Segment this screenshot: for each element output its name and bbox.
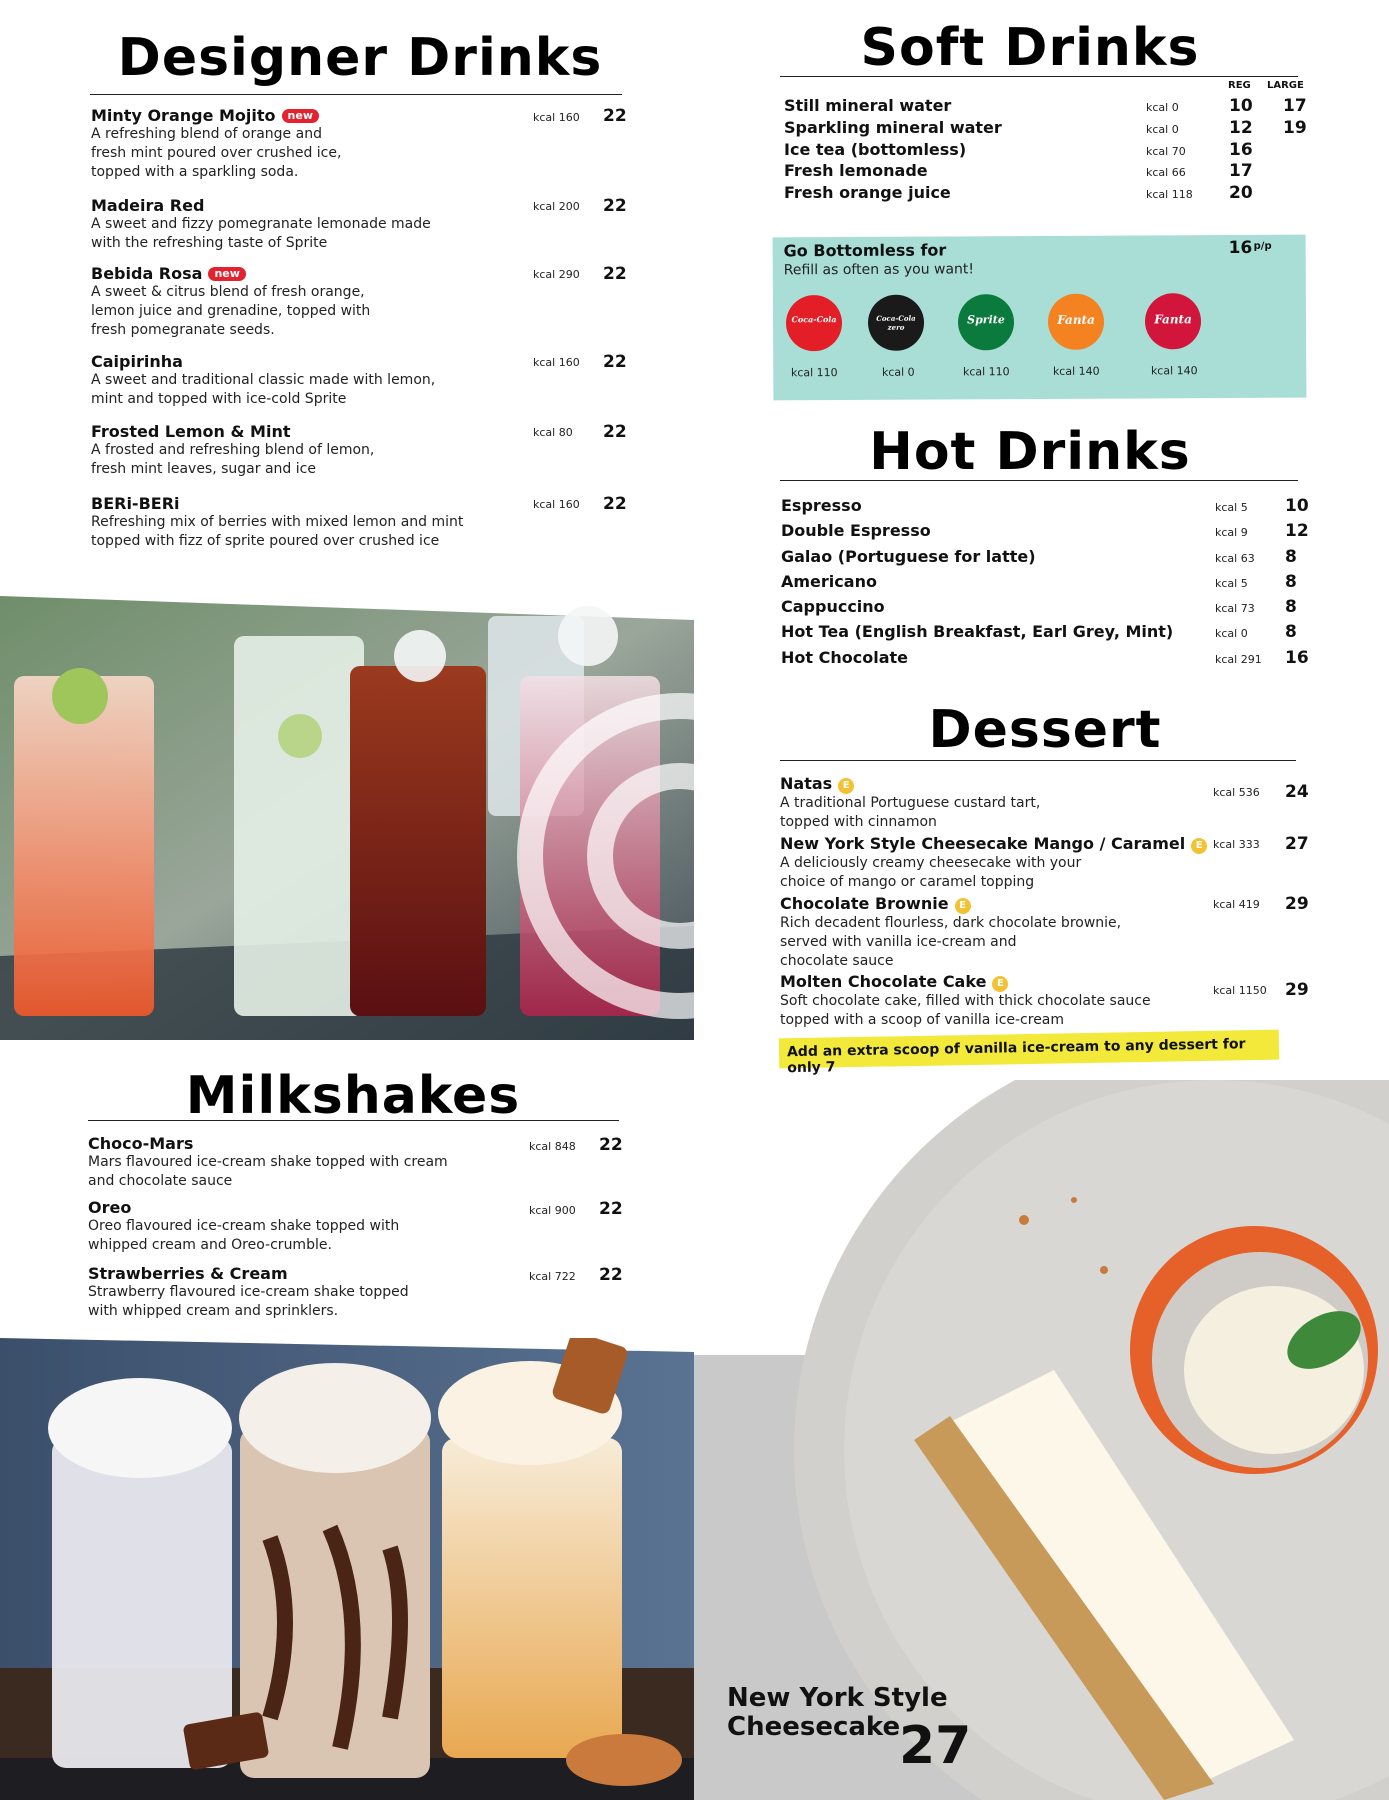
item-kcal: kcal 0 (1215, 627, 1248, 640)
item-name: Chocolate Brownie (780, 894, 949, 913)
price-reg: 20 (1229, 183, 1253, 203)
item-name: Hot Tea (English Breakfast, Earl Grey, Mint) (781, 622, 1174, 641)
item-name: Cappuccino (781, 597, 885, 616)
item-price: 22 (603, 422, 627, 442)
item-kcal: kcal 70 (1146, 145, 1186, 158)
item-price: 8 (1285, 622, 1297, 642)
price-reg: 17 (1229, 161, 1253, 181)
item-kcal: kcal 1150 (1213, 984, 1267, 997)
soft-drinks-list (784, 96, 1314, 206)
item-kcal: kcal 848 (529, 1140, 576, 1153)
item-name: Caipirinha (91, 352, 183, 371)
can-kcal: kcal 140 (1052, 364, 1100, 378)
item-kcal: kcal 200 (533, 200, 580, 213)
item-description: Oreo flavoured ice-cream shake topped with whipped cream and Oreo-crumble. (88, 1218, 400, 1253)
item-kcal: kcal 0 (1146, 101, 1179, 114)
item-price: 29 (1285, 894, 1309, 914)
list-item (91, 264, 631, 340)
item-kcal: kcal 160 (533, 498, 580, 511)
item-name: Madeira Red (91, 196, 205, 215)
item-price: 16 (1285, 648, 1309, 668)
hot-drinks-list (781, 496, 1311, 676)
item-name: BERi-BERi (91, 494, 180, 513)
item-description: A traditional Portuguese custard tart, topped with cinnamon (780, 795, 1041, 830)
price-large: 19 (1283, 118, 1307, 138)
item-price: 22 (603, 196, 627, 216)
item-price: 22 (603, 106, 627, 126)
list-item (91, 494, 631, 551)
fanta-red-can-icon: Fanta (1145, 293, 1201, 349)
item-name: Molten Chocolate Cake (780, 972, 987, 991)
fanta-orange-can-icon: Fanta (1048, 294, 1104, 350)
item-price: 22 (603, 352, 627, 372)
bottomless-subtitle: Refill as often as you want! (783, 261, 975, 279)
column-header-reg: REG (1228, 80, 1251, 91)
designer-drinks-list (91, 106, 631, 556)
can-kcal: kcal 140 (1150, 364, 1198, 378)
can-kcal: kcal 110 (962, 365, 1010, 379)
list-item (91, 106, 631, 182)
item-price: 8 (1285, 547, 1297, 567)
list-item (784, 118, 1314, 137)
item-kcal: kcal 66 (1146, 166, 1186, 179)
list-item (780, 894, 1310, 971)
bottomless-unit: p/p (1253, 240, 1272, 252)
can-kcal: kcal 110 (790, 366, 838, 380)
item-description: Rich decadent flourless, dark chocolate brownie, served with vanilla ice-cream and chocolate sauce (780, 915, 1122, 969)
column-header-large: LARGE (1267, 80, 1304, 91)
item-kcal: kcal 5 (1215, 577, 1248, 590)
item-price: 12 (1285, 521, 1309, 541)
price-reg: 12 (1229, 118, 1253, 138)
price-large: 17 (1283, 96, 1307, 116)
item-kcal: kcal 5 (1215, 501, 1248, 514)
list-item (781, 547, 1311, 566)
item-kcal: kcal 419 (1213, 898, 1260, 911)
bottomless-price: 16 (1228, 237, 1253, 259)
coca-cola-can-icon: Coca-Cola (786, 295, 842, 351)
list-item (784, 96, 1314, 115)
item-price: 22 (599, 1199, 623, 1219)
list-item (781, 496, 1311, 515)
item-price: 27 (1285, 834, 1309, 854)
milkshakes-illustration (0, 1338, 694, 1800)
extra-scoop-text: Add an extra scoop of vanilla ice-cream to any dessert for only 7 (786, 1036, 1246, 1077)
item-name: Galao (Portuguese for latte) (781, 547, 1036, 566)
item-kcal: kcal 9 (1215, 526, 1248, 539)
hot-drinks-title: Hot Drinks (869, 422, 1191, 482)
hot-drinks-rule (780, 480, 1298, 481)
list-item (784, 161, 1314, 180)
can-kcal: kcal 0 (881, 365, 915, 379)
item-kcal: kcal 290 (533, 268, 580, 281)
list-item (781, 648, 1311, 667)
item-description: Strawberry flavoured ice-cream shake topped with whipped cream and sprinklers. (88, 1284, 409, 1319)
soft-drinks-title: Soft Drinks (860, 18, 1200, 78)
new-badge: new (208, 267, 245, 281)
item-name: Fresh lemonade (784, 161, 928, 180)
item-name: New York Style Cheesecake Mango / Caramel (780, 834, 1186, 853)
designer-drinks-photo (0, 596, 694, 1040)
item-kcal: kcal 291 (1215, 653, 1262, 666)
item-name: Bebida Rosa (91, 264, 203, 283)
item-price: 22 (599, 1135, 623, 1155)
list-item (88, 1264, 628, 1321)
item-price: 8 (1285, 597, 1297, 617)
item-kcal: kcal 536 (1213, 786, 1260, 799)
item-name: Sparkling mineral water (784, 118, 1002, 137)
bottomless-panel (773, 235, 1307, 401)
item-kcal: kcal 80 (533, 426, 573, 439)
item-price: 29 (1285, 980, 1309, 1000)
soft-drinks-rule (780, 76, 1298, 77)
item-name: Ice tea (bottomless) (784, 140, 967, 159)
item-kcal: kcal 333 (1213, 838, 1260, 851)
item-name: Natas (780, 774, 833, 793)
e-badge-icon: E (838, 778, 854, 794)
item-name: Still mineral water (784, 96, 952, 115)
dessert-title: Dessert (928, 700, 1162, 760)
price-reg: 10 (1229, 96, 1253, 116)
list-item (780, 774, 1310, 832)
coca-cola-zero-can-icon: Coca-Cola zero (868, 295, 924, 351)
item-kcal: kcal 160 (533, 356, 580, 369)
item-name: Frosted Lemon & Mint (91, 422, 291, 441)
item-description: Mars flavoured ice-cream shake topped with cream and chocolate sauce (88, 1154, 448, 1189)
item-kcal: kcal 73 (1215, 602, 1255, 615)
designer-drinks-title: Designer Drinks (117, 28, 603, 88)
new-badge: new (282, 109, 319, 123)
item-kcal: kcal 160 (533, 111, 580, 124)
list-item (88, 1134, 628, 1191)
item-description: Refreshing mix of berries with mixed lemon and mint topped with fizz of sprite poured over crushed ice (91, 514, 464, 549)
item-price: 24 (1285, 782, 1309, 802)
item-price: 22 (603, 264, 627, 284)
list-item (91, 196, 631, 253)
dessert-list (780, 774, 1310, 1034)
extra-scoop-banner (779, 1030, 1279, 1077)
price-reg: 16 (1229, 140, 1253, 160)
item-kcal: kcal 63 (1215, 552, 1255, 565)
item-description: A sweet and traditional classic made with lemon, mint and topped with ice-cold Sprite (91, 372, 436, 407)
item-price: 22 (603, 494, 627, 514)
item-description: A deliciously creamy cheesecake with your choice of mango or caramel topping (780, 855, 1082, 890)
list-item (784, 140, 1314, 159)
item-description: A refreshing blend of orange and fresh mint poured over crushed ice, topped with a sparkling soda. (91, 126, 342, 180)
dessert-rule (780, 760, 1296, 761)
item-kcal: kcal 118 (1146, 188, 1193, 201)
item-description: Soft chocolate cake, filled with thick chocolate sauce topped with a scoop of vanilla ice-cream (780, 993, 1151, 1028)
drinks-illustration (0, 596, 694, 1040)
list-item (784, 183, 1314, 202)
list-item (88, 1198, 628, 1255)
item-name: Minty Orange Mojito (91, 106, 276, 125)
milkshakes-list (88, 1134, 628, 1334)
item-name: Espresso (781, 496, 862, 515)
milkshakes-title: Milkshakes (185, 1066, 521, 1126)
promo-item-price: 27 (899, 1716, 972, 1776)
milkshakes-rule (88, 1120, 619, 1121)
bottomless-title: Go Bottomless for (783, 240, 947, 261)
item-name: Strawberries & Cream (88, 1264, 288, 1283)
list-item (781, 572, 1311, 591)
list-item (781, 521, 1311, 540)
item-description: A sweet and fizzy pomegranate lemonade made with the refreshing taste of Sprite (91, 216, 431, 251)
item-description: A frosted and refreshing blend of lemon, fresh mint leaves, sugar and ice (91, 442, 375, 477)
item-name: Americano (781, 572, 877, 591)
list-item (781, 597, 1311, 616)
milkshakes-photo (0, 1338, 694, 1800)
sprite-can-icon: Sprite (958, 294, 1014, 350)
item-kcal: kcal 900 (529, 1204, 576, 1217)
item-price: 10 (1285, 496, 1309, 516)
promo-item-name: New York Style Cheesecake (727, 1683, 948, 1742)
designer-drinks-rule (90, 94, 622, 95)
item-description: A sweet & citrus blend of fresh orange, lemon juice and grenadine, topped with fresh pomegranate seeds. (91, 284, 371, 338)
item-name: Hot Chocolate (781, 648, 908, 667)
item-name: Double Espresso (781, 521, 931, 540)
list-item (780, 834, 1310, 892)
e-badge-icon: E (955, 898, 971, 914)
list-item (91, 422, 631, 479)
item-name: Fresh orange juice (784, 183, 951, 202)
item-kcal: kcal 0 (1146, 123, 1179, 136)
item-name: Oreo (88, 1198, 132, 1217)
list-item (91, 352, 631, 409)
e-badge-icon: E (1191, 838, 1207, 854)
e-badge-icon: E (992, 976, 1008, 992)
item-name: Choco-Mars (88, 1134, 194, 1153)
item-price: 22 (599, 1265, 623, 1285)
list-item (781, 622, 1311, 641)
list-item (780, 972, 1310, 1030)
item-kcal: kcal 722 (529, 1270, 576, 1283)
item-price: 8 (1285, 572, 1297, 592)
